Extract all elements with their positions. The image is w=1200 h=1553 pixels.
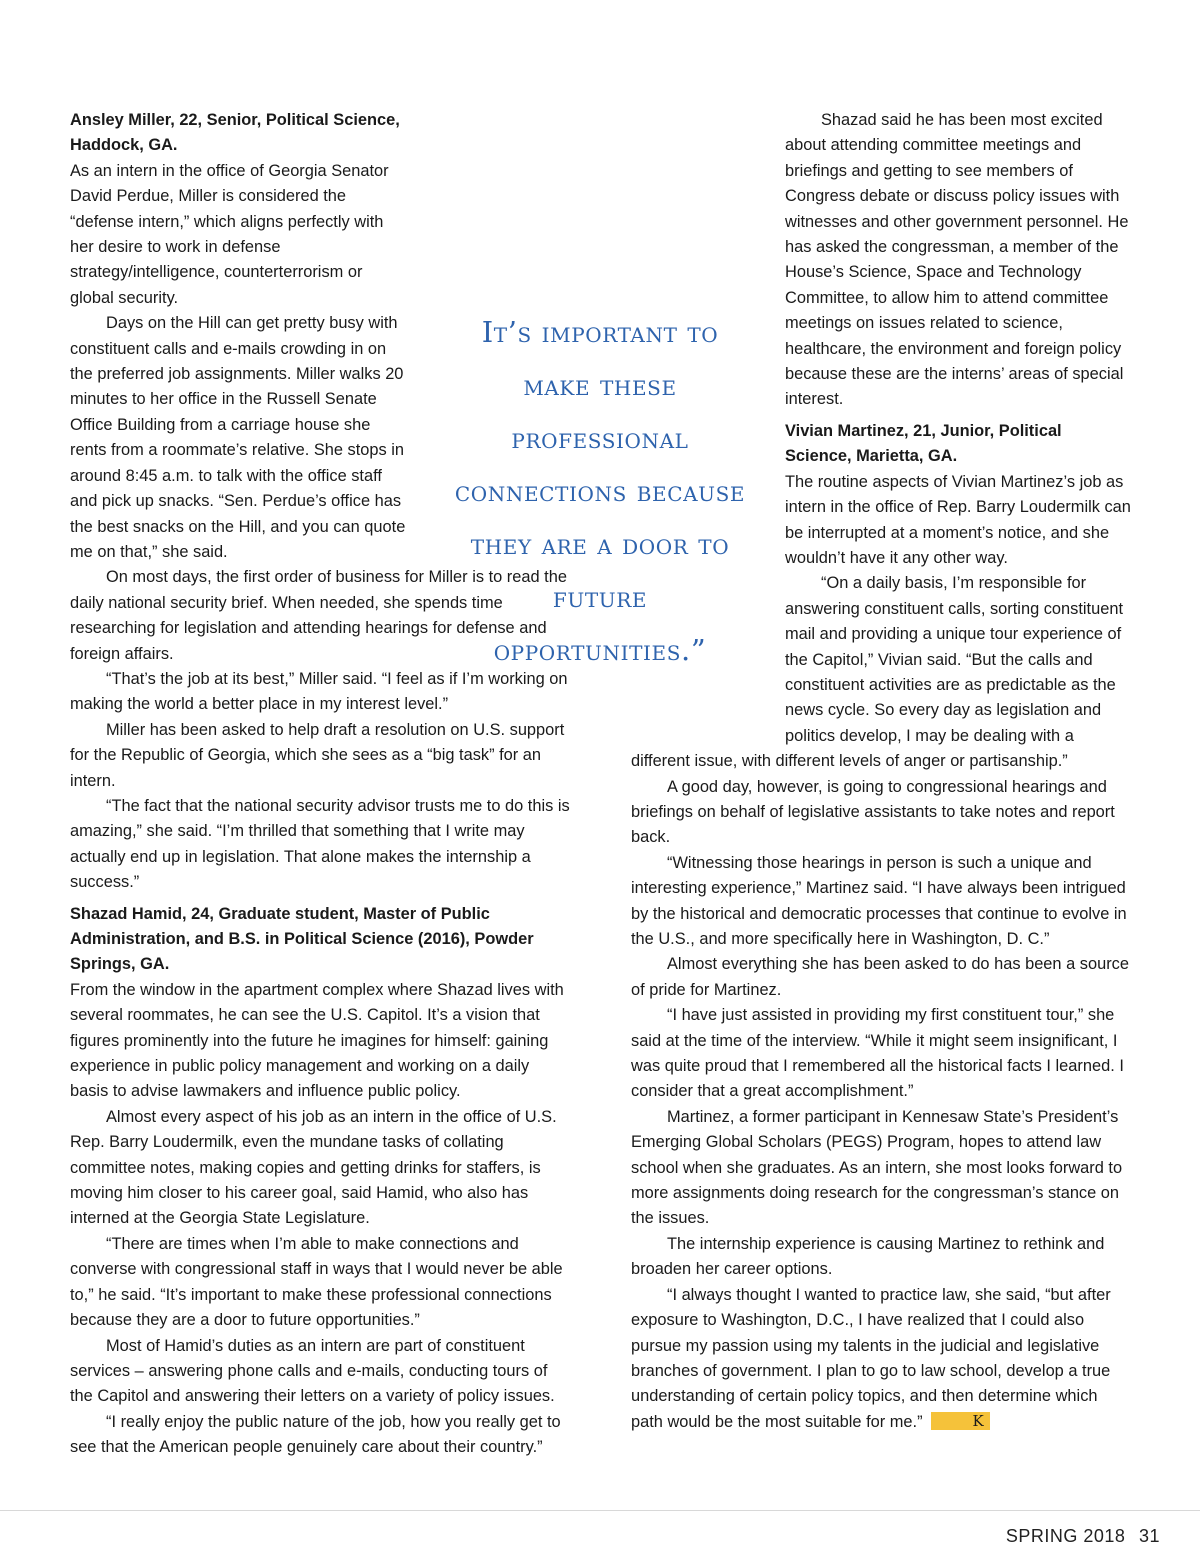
paragraph: “There are times when I’m able to make connections and converse with congressional staff in ways that I would never be able to,” he said. “It’s important to make these professional connections because they are a door to future opportunities.” — [70, 1234, 563, 1330]
paragraph: Days on the Hill can get pretty busy with constituent calls and e-mails crowding in on the preferred job assignments. Miller walks 20 minutes to her office in the Russell Senate Office Building from a carriage house she rents from a roommate’s relative. She stops in around 8:45 a.m. to talk with the office staff and pick up snacks. “Sen. Perdue’s office has the best snacks on the Hill, and you can quote me on that,” she said. — [70, 314, 406, 561]
paragraph: “The fact that the national security advisor trusts me to do this is amazing,” she said. “I’m thrilled that something that I write may actually end up in legislation. That alone makes the internship a success.” — [70, 796, 570, 892]
page-folio — [1006, 1526, 1160, 1547]
paragraph: Most of Hamid’s duties as an intern are part of constituent services – answering phone calls and e-mails, conducting tours of the Capitol and answering their letters on a variety of policy issues. — [70, 1336, 555, 1406]
paragraph: Martinez, a former participant in Kennesaw State’s President’s Emerging Global Scholars (PEGS) Program, hopes to attend law school when she graduates. As an intern, she most looks forward to more assignments doing research for the congressman’s stance on the issues. — [631, 1107, 1123, 1228]
paragraph: Almost every aspect of his job as an intern in the office of U.S. Rep. Barry Loudermilk, even the mundane tasks of collating committee notes, making copies and getting drinks for staffers, is moving him closer to his career goal, said Hamid, who also has interned at the Georgia State Legislature. — [70, 1107, 557, 1228]
paragraph: The routine aspects of Vivian Martinez’s job as intern in the office of Rep. Barry Loudermilk can be interrupted at a moment’s notice, and she wouldn’t have it any other way. — [785, 472, 1131, 567]
paragraph-final: “I always thought I wanted to practice law, she said, “but after exposure to Washington, D.C., I have realized that I could also pursue my passion using my talents in the judicial and legislative branches of government. I plan to go to law school, develop a true understanding of certain policy topics, and then determine which path would be the most suitable for me.” K — [631, 1285, 1111, 1431]
end-mark-logo: K — [931, 1412, 990, 1430]
issue-label: SPRING 2018 — [1005, 1526, 1126, 1546]
paragraph: A good day, however, is going to congressional hearings and briefings on behalf of legislative assistants to take notes and report back. — [631, 777, 1115, 847]
paragraph: “Witnessing those hearings in person is such a unique and interesting experience,” Martinez said. “I have always been intrigued by the historical and democratic processes that continue to evolve in the U.S., and more specifically here in Washington, D. C.” — [631, 853, 1127, 948]
paragraph: From the window in the apartment complex where Shazad lives with several roommates, he can see the U.S. Capitol. It’s a vision that figures prominently into the future he imagines for himself: gaining experience in public policy management and working on a daily basis to advise lawmakers and influence public policy. — [70, 980, 564, 1101]
paragraph: Miller has been asked to help draft a resolution on U.S. support for the Republic of Georgia, which she sees as a “big task” for an intern. — [70, 720, 565, 790]
paragraph: “That’s the job at its best,” Miller said. “I feel as if I’m working on making the world a better place in my interest level.” — [70, 669, 568, 714]
paragraph: The internship experience is causing Martinez to rethink and broaden her career options. — [631, 1234, 1105, 1279]
paragraph: “On a daily basis, I’m responsible for answering constituent calls, sorting constituent mail and providing a unique tour experience of the Capitol,” Vivian said. “But the calls and constituent activities are as predictable as the news cycle. So every day as legislation and politics develop, I may be dealing with a different issue, with different levels of anger or partisanship.” — [631, 574, 1124, 771]
paragraph: Shazad said he has been most excited about attending committee meetings and briefings and getting to see members of Congress debate or discuss policy issues with witnesses and other government personnel. He has asked the congressman, a member of the House’s Science, Space and Technology Committee, to allow him to attend committee meetings on issues related to science, healthcare, the environment and foreign policy because these are the interns’ areas of special interest. — [631, 108, 1131, 413]
profile-heading-hamid: Shazad Hamid, 24, Graduate student, Master of Public Administration, and B.S. in Political Science (2016), Powder Springs, GA. — [70, 904, 534, 974]
pull-quote: It’s important to make these professional connections because they are a door to future opportunities.” — [454, 315, 746, 667]
paragraph: “I really enjoy the public nature of the job, how you really get to see that the American people genuinely care about their country.” — [70, 1412, 561, 1457]
paragraph: “I have just assisted in providing my first constituent tour,” she said at the time of the interview. “While it might seem insignificant, I was quite proud that I remembered all the historical facts I learned. I consider that a great accomplishment.” — [631, 1006, 1124, 1101]
profile-heading-miller: Ansley Miller, 22, Senior, Political Science, Haddock, GA. — [70, 111, 400, 155]
footer-divider — [0, 1510, 1200, 1511]
paragraph: On most days, the first order of business for Miller is to read the daily national security brief. When needed, she spends time researching for legislation and attending hearings for defense and foreign affairs. — [70, 568, 567, 663]
page-number: 31 — [1138, 1526, 1160, 1546]
profile-heading-martinez: Vivian Martinez, 21, Junior, Political Science, Marietta, GA. — [785, 421, 1062, 466]
paragraph: Almost everything she has been asked to do has been a source of pride for Martinez. — [631, 955, 1129, 999]
paragraph: As an intern in the office of Georgia Senator David Perdue, Miller is considered the “defense intern,” which aligns perfectly with her desire to work in defense strategy/intelligence, counterterrorism or global security. — [70, 161, 389, 307]
